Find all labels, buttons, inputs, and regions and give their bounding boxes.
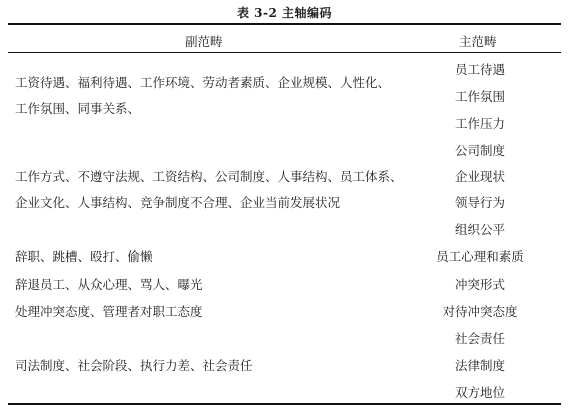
main-category-item: 社会责任 (454, 331, 505, 346)
main-category-item: 工作压力 (454, 116, 505, 131)
sub-category-line: 辞退员工、从众心理、骂人、曝光 (15, 277, 203, 292)
sub-category-line: 工资待遇、福利待遇、工作环境、劳动者素质、企业规模、人性化、 (15, 75, 391, 90)
main-category-item: 法律制度 (454, 358, 505, 373)
main-category-item: 员工心理和素质 (436, 249, 524, 264)
main-category-item: 公司制度 (454, 143, 505, 158)
main-category-item: 员工待遇 (454, 62, 505, 77)
table-top-rule (8, 23, 561, 25)
main-category-item: 双方地位 (454, 385, 505, 400)
sub-category-line: 工作方式、不遵守法规、工资结构、公司制度、人事结构、员工体系、 (15, 169, 403, 184)
column-header-sub-category: 副范畴 (185, 34, 223, 49)
column-header-main-category: 主范畴 (459, 34, 497, 49)
sub-category-line: 工作氛围、同事关系、 (15, 101, 141, 116)
sub-category-line: 企业文化、人事结构、竞争制度不合理、企业当前发展状况 (15, 195, 341, 210)
main-category-item: 企业现状 (454, 169, 505, 184)
main-category-item: 组织公平 (454, 222, 505, 237)
main-category-item: 领导行为 (454, 195, 505, 210)
sub-category-line: 司法制度、社会阶段、执行力差、社会责任 (15, 358, 253, 373)
sub-category-line: 辞职、跳槽、殴打、偷懒 (15, 249, 153, 264)
main-category-item: 工作氛围 (454, 89, 505, 104)
main-category-item: 对待冲突态度 (442, 304, 518, 319)
main-category-item: 冲突形式 (454, 277, 505, 292)
table-caption: 表 3-2 主轴编码 (236, 6, 333, 20)
table-header-rule (8, 52, 561, 53)
table-bottom-rule (8, 403, 561, 405)
sub-category-line: 处理冲突态度、管理者对职工态度 (15, 304, 203, 319)
